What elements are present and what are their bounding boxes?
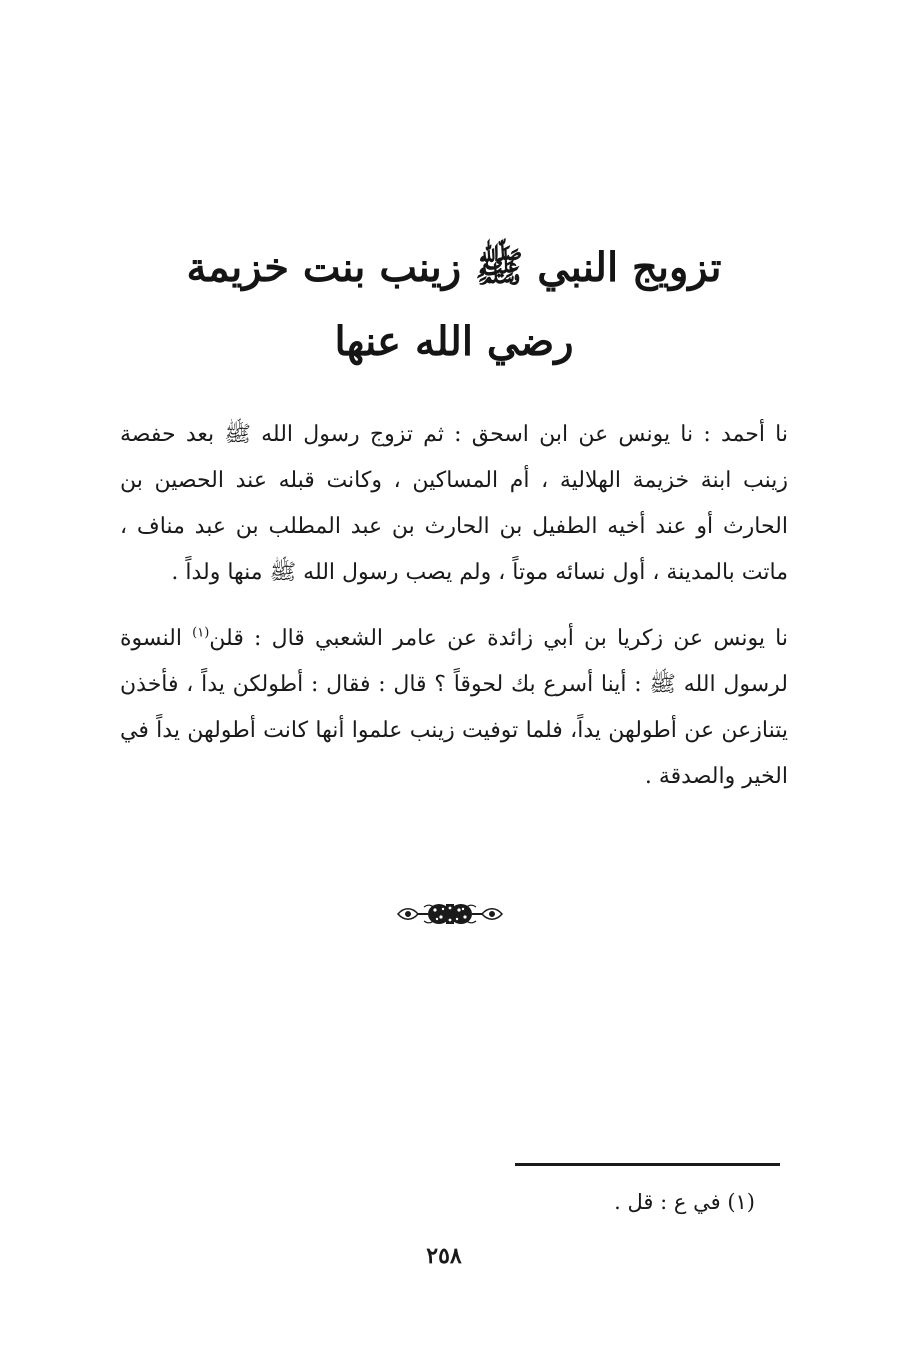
paragraph-2-text-end: النسوة لرسول الله ﷺ : أينا أسرع بك لحوقاً ؟ قال : فقال : أطولكن يداً ، فأخذن يتنازعن عن أطولهن يداً، فلما توفيت زينب علموا أنها كانت أطولهن يداً في الخير والصدقة . — [120, 626, 788, 789]
ornament-divider-icon — [394, 898, 506, 930]
chapter-title: تزويج النبي ﷺ زينب بنت خزيمة — [186, 244, 722, 291]
chapter-title-subline: رضي الله عنها — [334, 318, 574, 365]
footnote-reference: (١) — [192, 625, 210, 641]
paragraph-2-text-start: نا يونس عن زكريا بن أبي زائدة عن عامر الشعبي قال : قلن — [209, 626, 788, 651]
footnote-separator — [515, 1163, 780, 1166]
paragraph-1: نا أحمد : نا يونس عن ابن اسحق : ثم تزوج رسول الله ﷺ بعد حفصة زينب ابنة خزيمة الهلالية ، أم المساكين ، وكانت قبله عند الحصين بن الحارث أو عند أخيه الطفيل بن الحارث بن عبد المطلب بن عبد مناف ، ماتت بالمدينة ، أول نسائه موتاً ، ولم يصب رسول الله ﷺ منها ولداً . — [120, 422, 788, 585]
paragraph-2 — [120, 616, 788, 800]
page-number: ٢٥٨ — [426, 1243, 462, 1269]
footnote: (١) في ع : قل . — [614, 1190, 755, 1214]
